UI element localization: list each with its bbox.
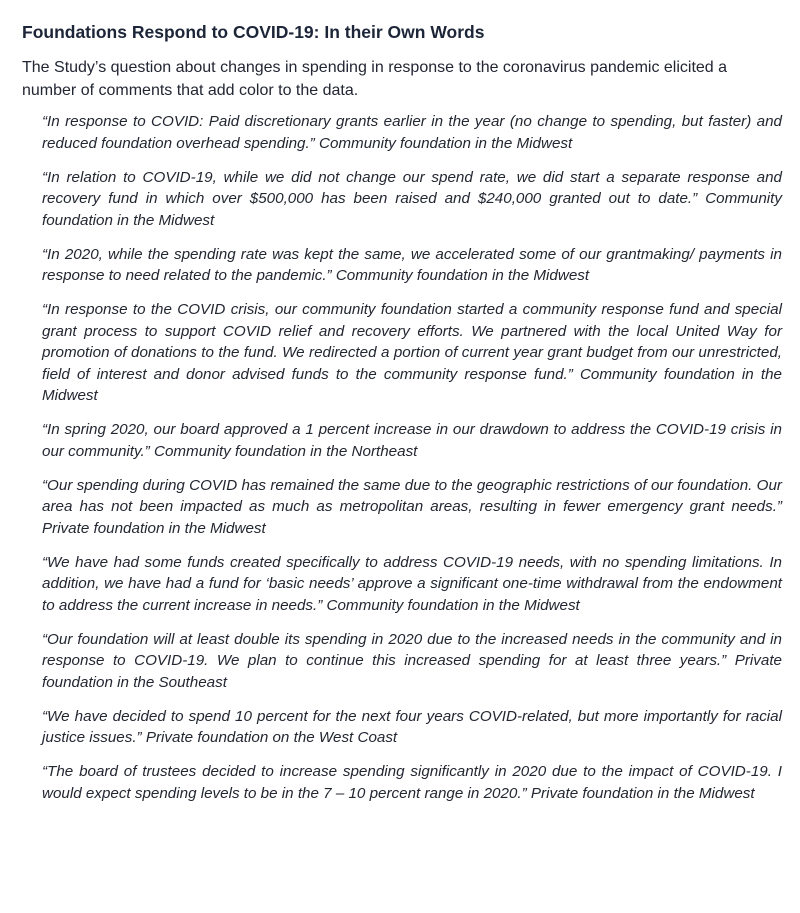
document-page	[22, 20, 782, 817]
quote-text: “In response to the COVID crisis, our community foundation started a community response fund and special grant process to support COVID relief and recovery efforts. We partnered with the local United Way for promotion of donations to the fund. We redirected a portion of current year grant budget from our unrestricted, field of interest and donor advised funds to the community response fund.”	[42, 301, 782, 383]
quote-text: “The board of trustees decided to increase spending significantly in 2020 due to the impact of COVID-19. I would expect spending levels to be in the 7 – 10 percent range in 2020.”	[42, 763, 782, 802]
quote-text: “In response to COVID: Paid discretionary grants earlier in the year (no change to spending, but faster) and reduced foundation overhead spending.”	[42, 113, 782, 152]
quote-text: “In spring 2020, our board approved a 1 percent increase in our drawdown to address the COVID-19 crisis in our community.”	[42, 421, 782, 460]
quote-item	[42, 244, 782, 287]
quote-source: Community foundation in the Midwest	[42, 365, 782, 404]
quote-item	[42, 552, 782, 617]
quote-item	[42, 419, 782, 462]
quote-source: Private foundation in the Midwest	[42, 519, 266, 537]
quote-item	[42, 706, 782, 749]
page-title: Foundations Respond to COVID-19: In their Own Words	[22, 22, 485, 42]
quote-text: “Our spending during COVID has remained the same due to the geographic restrictions of our foundation. Our area has not been impacted as much as metropolitan areas, resulting in fewer emergency grant needs.”	[42, 476, 782, 515]
quote-source: Community foundation in the Midwest	[42, 190, 782, 229]
quote-text: “Our foundation will at least double its spending in 2020 due to the increased needs in the community and in response to COVID-19. We plan to continue this increased spending for at least three years.”	[42, 630, 782, 669]
quote-source: Private foundation on the West Coast	[145, 729, 398, 746]
quote-item	[42, 111, 782, 154]
quote-text: “We have decided to spend 10 percent for the next four years COVID-related, but more importantly for racial justice issues.”	[42, 707, 782, 746]
quote-item	[42, 299, 782, 407]
quote-source: Private foundation in the Southeast	[42, 652, 782, 691]
quote-item	[42, 761, 782, 804]
quote-source: Private foundation in the Midwest	[530, 784, 755, 802]
quote-item	[42, 167, 782, 232]
quote-item	[42, 629, 782, 694]
quote-text: “In relation to COVID-19, while we did not change our spend rate, we did start a separate response and recovery fund in which over $500,000 has been raised and $240,000 granted out to date.”	[42, 168, 782, 207]
quote-source: Community foundation in the Midwest	[326, 596, 580, 614]
quote-item	[42, 475, 782, 540]
quote-list	[22, 111, 782, 804]
quote-source: Community foundation in the Northeast	[153, 442, 418, 460]
quote-source: Community foundation in the Midwest	[335, 267, 590, 284]
quote-text: “In 2020, while the spending rate was kept the same, we accelerated some of our grantmaking/ payments in response to need related to the pandemic.”	[42, 245, 782, 284]
quote-text: “We have had some funds created specifically to address COVID-19 needs, with no spending limitations. In addition, we have had a fund for ‘basic needs’ approve a significant one-time withdrawal from the endowment to address the current increase in needs.”	[42, 553, 782, 614]
intro-paragraph: The Study’s question about changes in spending in response to the coronavirus pandemic elicited a number of comments that add color to the data.	[22, 59, 728, 99]
quote-source: Community foundation in the Midwest	[318, 134, 573, 152]
